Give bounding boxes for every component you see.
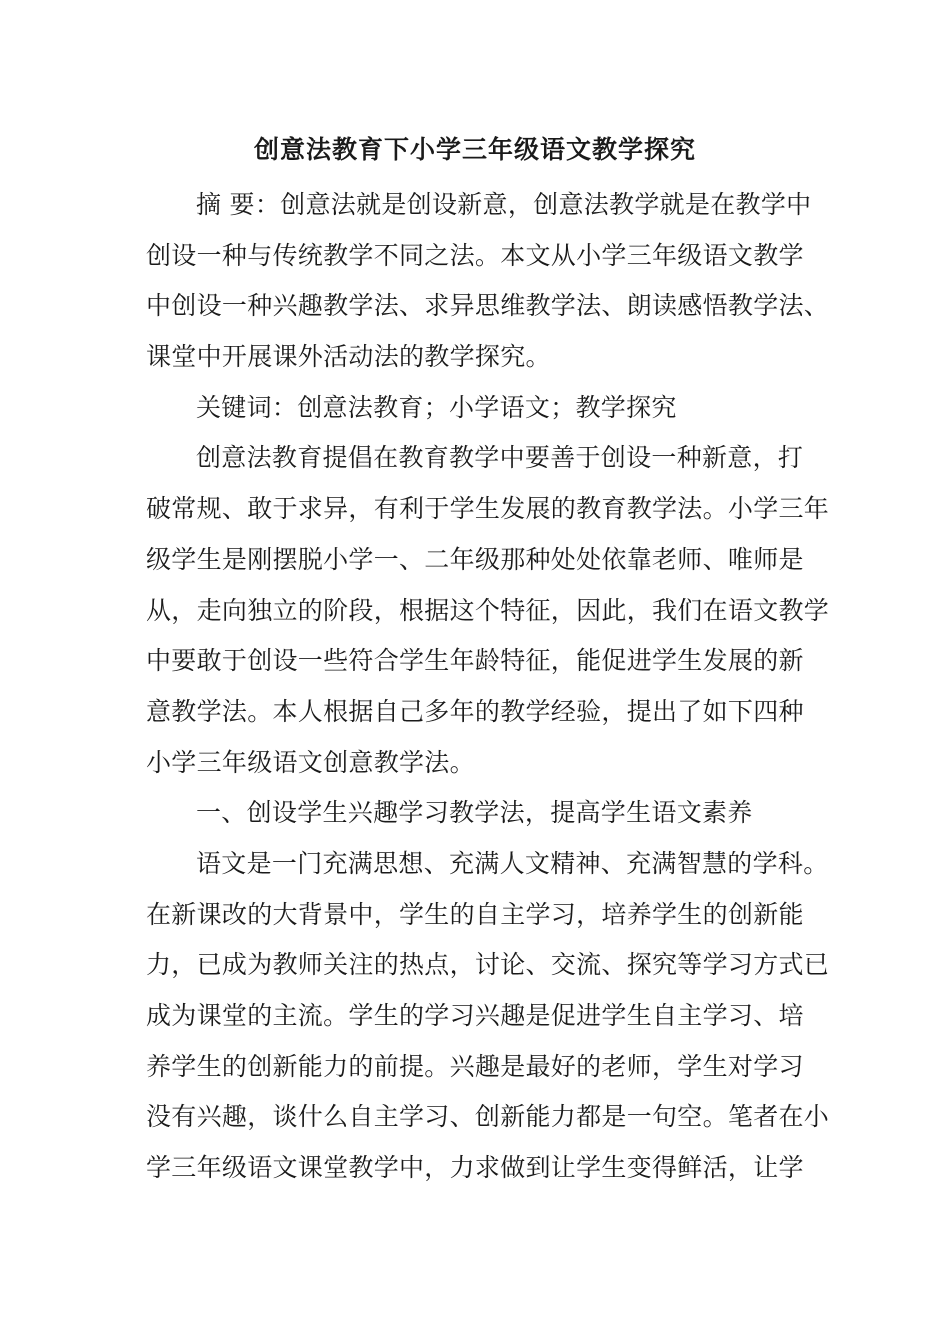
paragraph-line: 成为课堂的主流。学生的学习兴趣是促进学生自主学习、培 — [146, 1001, 804, 1030]
paragraph-line: 破常规、敢于求异，有利于学生发展的教育教学法。小学三年 — [146, 494, 830, 524]
paragraph-line: 中要敢于创设一些符合学生年龄特征，能促进学生发展的新 — [146, 646, 804, 676]
abstract-line: 课堂中开展课外活动法的教学探究。 — [146, 342, 551, 372]
paragraph-line: 学三年级语文课堂教学中，力求做到让学生变得鲜活，让学 — [146, 1153, 804, 1183]
keywords-line: 关键词：创意法教育；小学语文；教学探究 — [196, 392, 677, 422]
abstract-line: 中创设一种兴趣教学法、求异思维教学法、朗读感悟教学法、 — [146, 291, 830, 321]
paragraph-line: 语文是一门充满思想、充满人文精神、充满智慧的学科。 — [196, 848, 829, 878]
paragraph-line: 力，已成为教师关注的热点，讨论、交流、探究等学习方式已 — [146, 950, 830, 980]
paragraph-line: 养学生的创新能力的前提。兴趣是最好的老师，学生对学习 — [146, 1051, 804, 1081]
section-heading: 一、创设学生兴趣学习教学法，提高学生语文素养 — [196, 798, 753, 828]
document-title: 创意法教育下小学三年级语文教学探究 — [253, 135, 696, 164]
document-body — [146, 180, 830, 1194]
paragraph-line: 创意法教育提倡在教育教学中要善于创设一种新意，打 — [196, 443, 804, 473]
paragraph-line: 在新课改的大背景中，学生的自主学习，培养学生的创新能 — [146, 899, 804, 929]
abstract-line: 摘 要：创意法就是创设新意，创意法教学就是在教学中 — [196, 190, 812, 219]
paragraph-line: 意教学法。本人根据自己多年的教学经验，提出了如下四种 — [146, 696, 804, 726]
paragraph-line: 没有兴趣，谈什么自主学习、创新能力都是一句空。笔者在小 — [146, 1102, 830, 1132]
paragraph-line: 级学生是刚摆脱小学一、二年级那种处处依靠老师、唯师是 — [146, 544, 804, 574]
abstract-line: 创设一种与传统教学不同之法。本文从小学三年级语文教学 — [146, 240, 804, 270]
paragraph-line: 小学三年级语文创意教学法。 — [146, 747, 475, 777]
paragraph-line: 从，走向独立的阶段，根据这个特征，因此，我们在语文教学 — [146, 595, 830, 625]
